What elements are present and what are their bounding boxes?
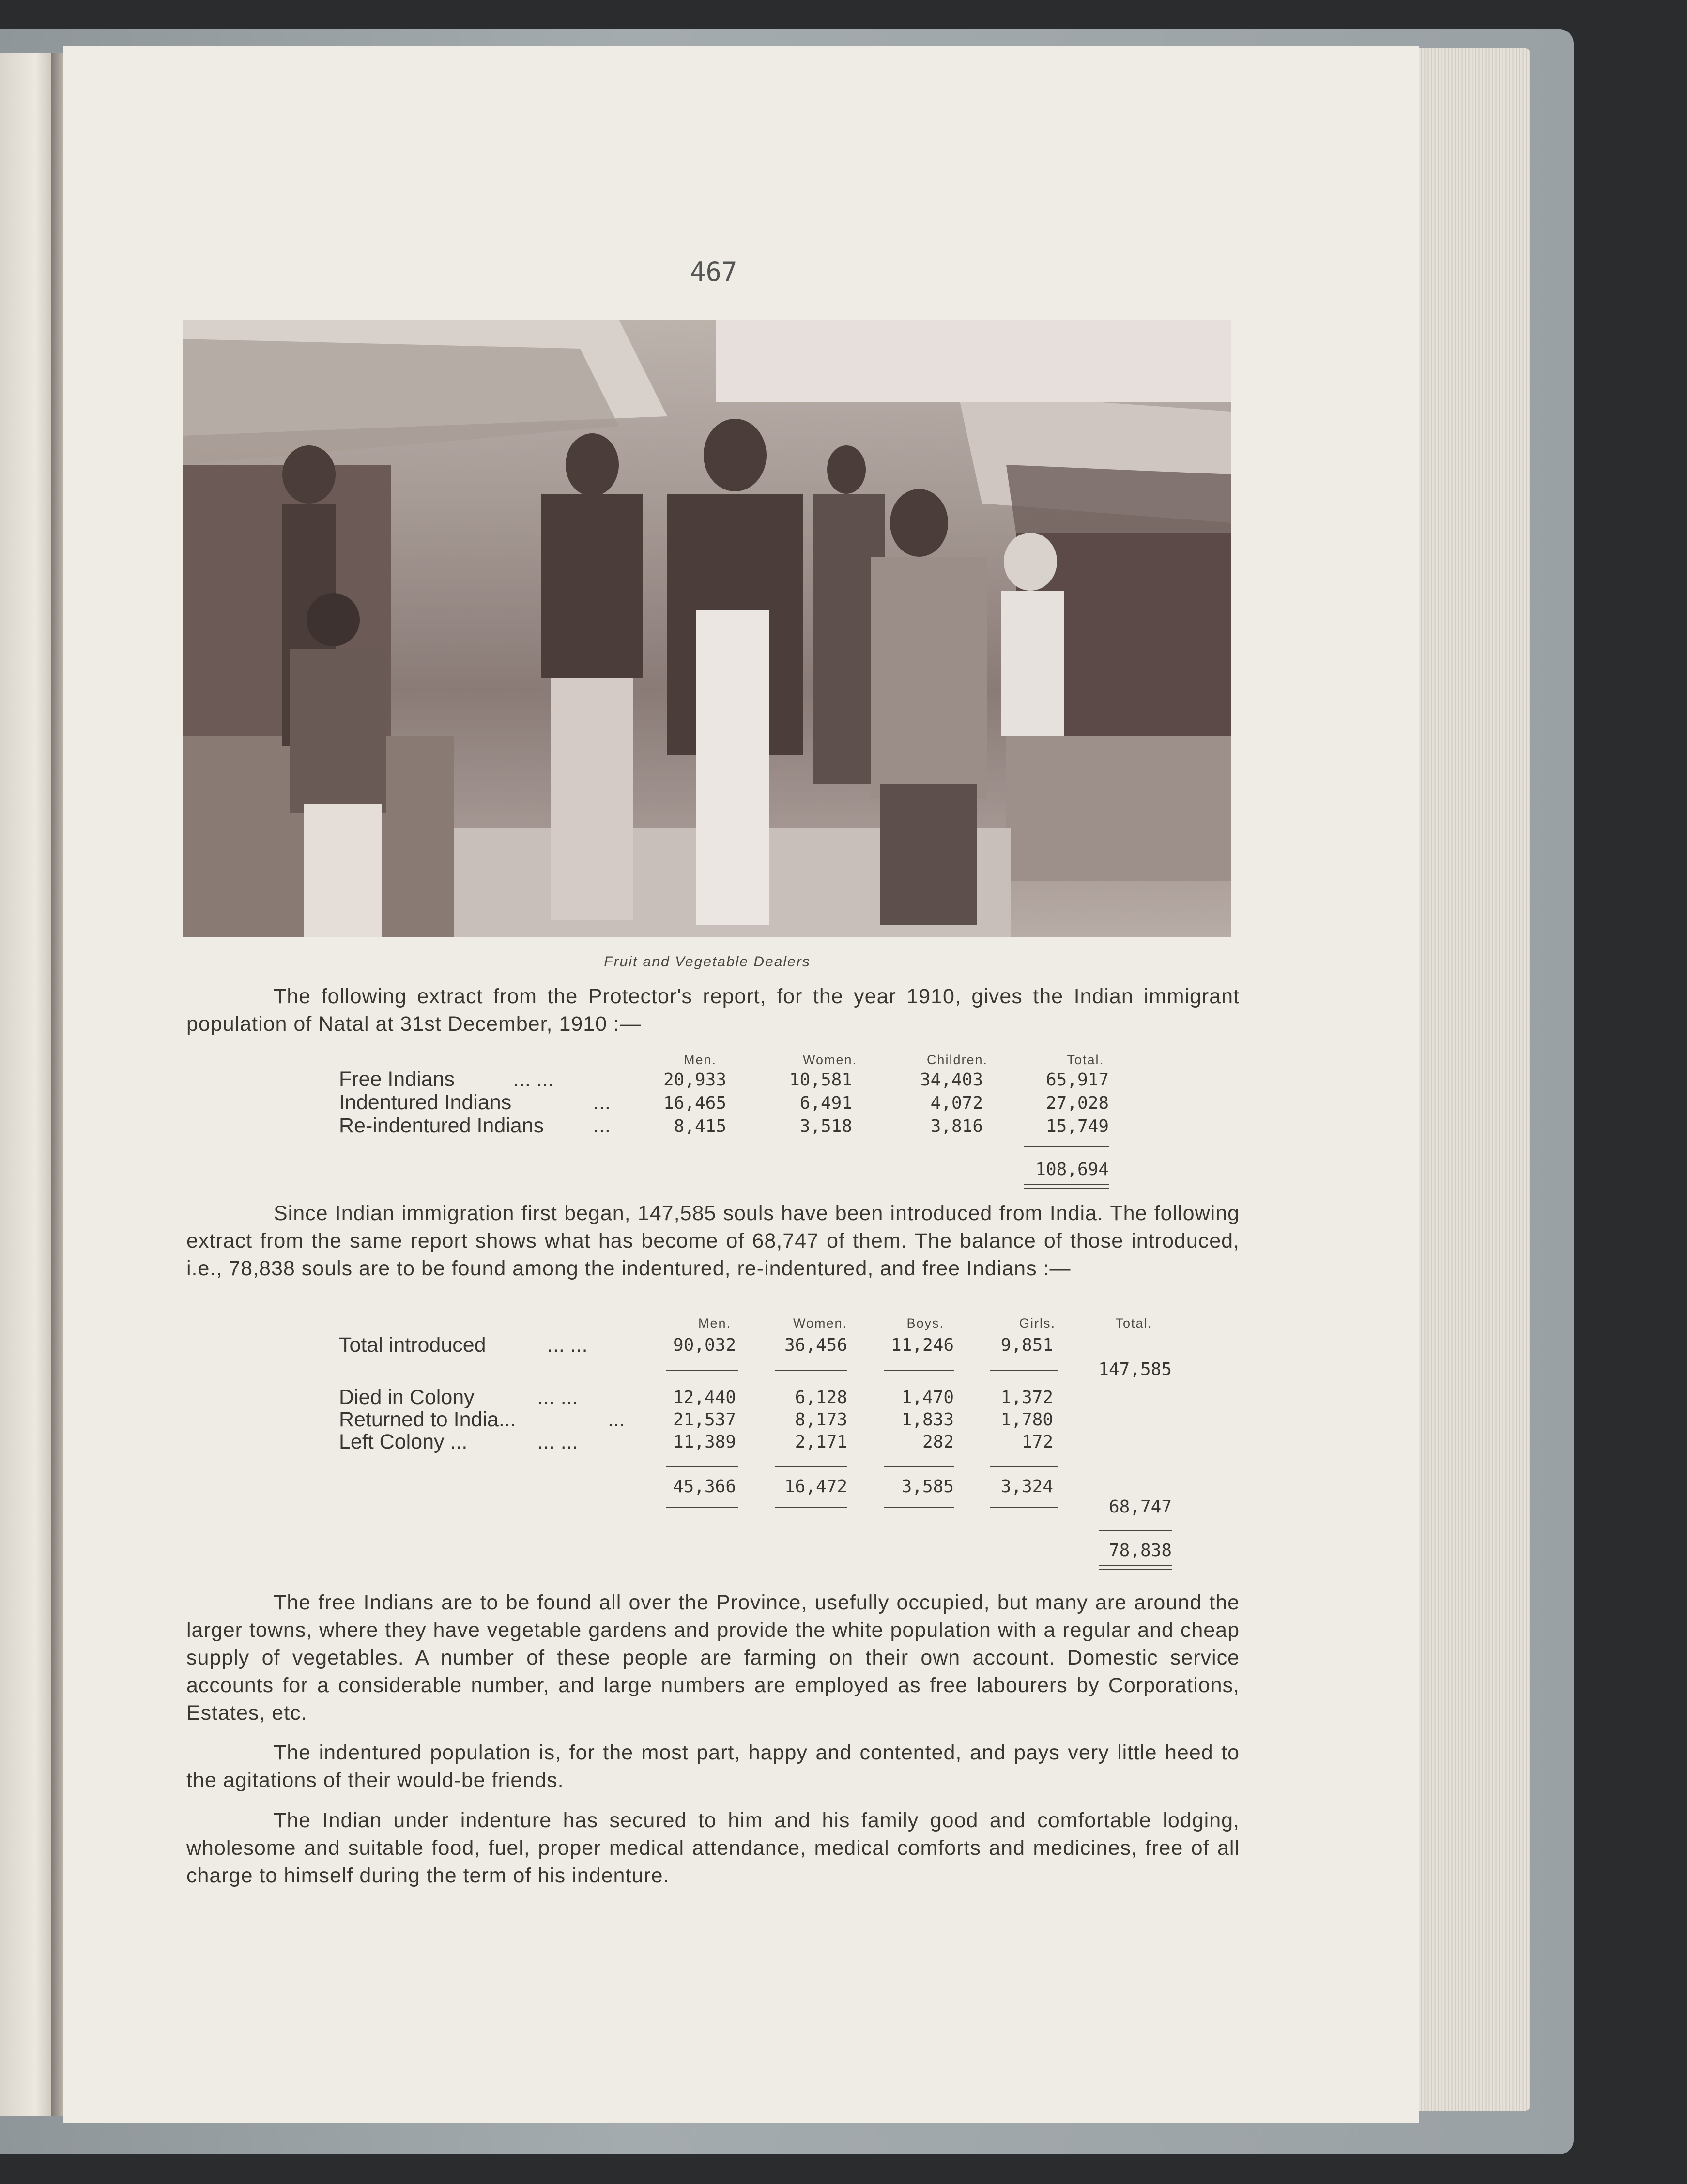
paragraph-indentured: The indentured population is, for the most part, happy and contented, and pays very little heed to the agitations of their would-be friends. [186, 1741, 1240, 1792]
cell-women: 8,173 [795, 1410, 847, 1430]
sum-rule [990, 1370, 1058, 1371]
leader-dots: ... ... [537, 1430, 578, 1453]
facing-page-edge [0, 53, 51, 2116]
row-label: Returned to India... [339, 1408, 516, 1431]
paragraph-immigration: Since Indian immigration first began, 147,585 souls have been introduced from India. The following extract from the same report shows what has become of 68,747 of them. The balance of those introduced, i.e., 78,838 souls are to be found among the indentured, re-indentured, and free Indians :— [186, 1202, 1240, 1280]
row-label: Free Indians [339, 1068, 455, 1091]
col-header-children: Children. [926, 1053, 988, 1067]
cell-boys: 11,246 [890, 1335, 954, 1355]
col-header-men: Men. [698, 1316, 731, 1330]
sum-rule [884, 1370, 954, 1371]
sum-rule [1099, 1530, 1172, 1531]
cell-women: 36,456 [784, 1335, 847, 1355]
cell-women: 3,518 [799, 1116, 852, 1136]
sum-rule [884, 1466, 954, 1467]
paragraph-intro: The following extract from the Protector's report, for the year 1910, gives the Indian immigrant population of Natal at 31st December, 1910 :— [186, 985, 1240, 1036]
sum-rule [990, 1466, 1058, 1467]
cell-women: 10,581 [789, 1070, 852, 1090]
row-label: Left Colony ... [339, 1430, 468, 1453]
leader-dots: ... ... [547, 1333, 588, 1357]
cell-men: 16,465 [663, 1093, 726, 1113]
col-header-total: Total. [1067, 1053, 1104, 1067]
cell-women: 2,171 [795, 1432, 847, 1452]
subtotal-boys: 3,585 [901, 1477, 954, 1497]
col-header-women: Women. [802, 1053, 857, 1067]
cell-women: 6,128 [795, 1388, 847, 1407]
sum-rule [990, 1507, 1058, 1508]
cell-girls: 1,780 [1000, 1410, 1053, 1430]
cell-girls: 172 [1021, 1432, 1053, 1452]
sum-rule [666, 1507, 738, 1508]
balance-total: 78,838 [1108, 1541, 1172, 1560]
grand-total: 108,694 [1035, 1160, 1109, 1179]
sum-rule [775, 1466, 847, 1467]
cell-men: 11,389 [673, 1432, 736, 1452]
sum-rule [666, 1370, 738, 1371]
double-rule [1024, 1184, 1109, 1189]
col-header-total: Total. [1115, 1316, 1152, 1330]
col-header-girls: Girls. [1019, 1316, 1056, 1330]
subtotal-total: 68,747 [1108, 1497, 1172, 1517]
sum-rule [775, 1370, 847, 1371]
cell-total: 147,585 [1098, 1359, 1172, 1379]
leader-dots: ... [593, 1114, 611, 1137]
cell-boys: 1,470 [901, 1388, 954, 1407]
cell-children: 4,072 [930, 1093, 983, 1113]
col-header-boys: Boys. [906, 1316, 944, 1330]
cell-boys: 1,833 [901, 1410, 954, 1430]
cell-girls: 1,372 [1000, 1388, 1053, 1407]
leader-dots: ... ... [513, 1068, 554, 1091]
cell-men: 12,440 [673, 1388, 736, 1407]
market-photograph [183, 320, 1231, 937]
cell-girls: 9,851 [1000, 1335, 1053, 1355]
cell-boys: 282 [922, 1432, 954, 1452]
cell-total: 65,917 [1045, 1070, 1109, 1090]
leader-dots: ... [593, 1091, 611, 1114]
cell-total: 15,749 [1045, 1116, 1109, 1136]
cell-men: 90,032 [673, 1335, 736, 1355]
page-block-edges [1419, 48, 1530, 2111]
cell-children: 34,403 [920, 1070, 983, 1090]
sum-rule [884, 1507, 954, 1508]
double-rule [1099, 1565, 1172, 1570]
leader-dots: ... [608, 1408, 625, 1431]
paragraph-indenture-benefits: The Indian under indenture has secured to him and his family good and comfortable lodging, wholesome and suitable food, fuel, proper medical attendance, medical comforts and medicines, free of all charge to himself during the term of his indenture. [186, 1809, 1240, 1887]
col-header-women: Women. [793, 1316, 847, 1330]
sum-rule [775, 1507, 847, 1508]
cell-men: 8,415 [674, 1116, 726, 1136]
row-label: Re-indentured Indians [339, 1114, 544, 1137]
cell-men: 21,537 [673, 1410, 736, 1430]
subtotal-women: 16,472 [784, 1477, 847, 1497]
sum-rule [1024, 1146, 1109, 1147]
photo-scene [183, 320, 1231, 937]
row-label: Indentured Indians [339, 1091, 512, 1114]
photo-caption: Fruit and Vegetable Dealers [604, 954, 811, 970]
paragraph-free-indians: The free Indians are to be found all over the Province, usefully occupied, but many are around the larger towns, where they have vegetable gardens and provide the white population with a regular and cheap supply of vegetables. A number of these people are farming on their own account. Domestic service accounts for a considerable number, and large numbers are employed as free labourers by Corporations, Estates, etc. [186, 1591, 1240, 1725]
sum-rule [666, 1466, 738, 1467]
cell-children: 3,816 [930, 1116, 983, 1136]
row-label: Died in Colony [339, 1386, 475, 1409]
cell-women: 6,491 [799, 1093, 852, 1113]
row-label: Total introduced [339, 1333, 486, 1357]
book-gutter [51, 53, 63, 2116]
page-number: 467 [690, 257, 737, 287]
cell-total: 27,028 [1045, 1093, 1109, 1113]
col-header-men: Men. [683, 1053, 717, 1067]
cell-men: 20,933 [663, 1070, 726, 1090]
subtotal-men: 45,366 [673, 1477, 736, 1497]
leader-dots: ... ... [537, 1386, 578, 1409]
subtotal-girls: 3,324 [1000, 1477, 1053, 1497]
